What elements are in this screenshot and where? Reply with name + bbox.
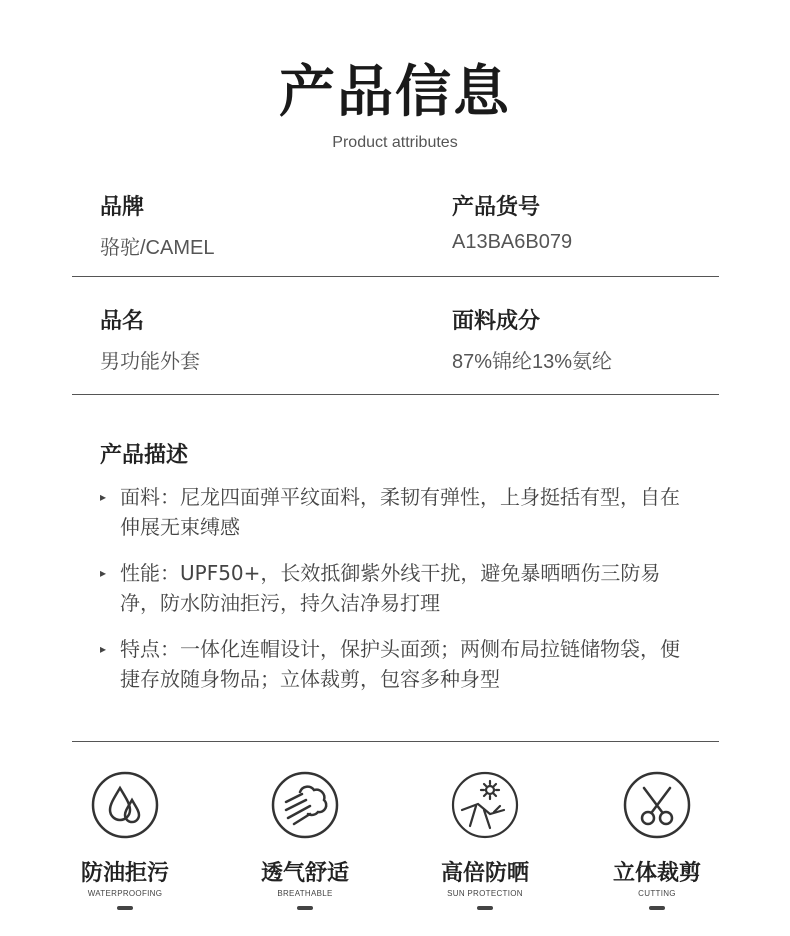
list-item (100, 482, 680, 542)
description-text: 性能：UPF50+，长效抵御紫外线干扰，避免暴晒晒伤三防易净，防水防油拒污，持久洁净易打理 (120, 561, 661, 615)
feature-subtitle: CUTTING (638, 889, 676, 898)
list-item (100, 558, 680, 618)
feature-title: 立体裁剪 (612, 861, 701, 886)
description-list (100, 482, 680, 710)
description-text: 特点：一体化连帽设计，保护头面颈；两侧布局拉链储物袋，便捷存放随身物品；立体裁剪，包容多种身型 (120, 637, 680, 691)
divider (72, 394, 719, 395)
feature-subtitle: SUN PROTECTION (447, 889, 523, 898)
attribute-value: A13BA6B079 (452, 231, 573, 253)
attribute-label: 品牌 (100, 195, 145, 220)
attribute-value: 男功能外套 (100, 351, 200, 373)
sun-shield-icon (450, 770, 520, 840)
attribute-value: 骆驼/CAMEL (100, 237, 215, 259)
feature-sun-protection (395, 770, 575, 910)
bullet-icon: ▸ (100, 490, 107, 504)
bullet-icon: ▸ (100, 642, 107, 656)
feature-breathable (215, 770, 395, 910)
feature-dash (297, 906, 313, 910)
attribute-item-number (452, 190, 572, 254)
divider (72, 276, 719, 277)
page-subtitle: Product attributes (332, 134, 458, 151)
feature-title: 高倍防晒 (440, 861, 529, 886)
airflow-icon (270, 770, 340, 840)
feature-dash (649, 906, 665, 910)
attribute-label: 面料成分 (452, 309, 541, 334)
feature-dash (477, 906, 493, 910)
feature-waterproof (35, 770, 215, 910)
attribute-value: 87%锦纶13%氨纶 (452, 351, 613, 373)
features-row (35, 770, 755, 920)
description-heading: 产品描述 (100, 443, 189, 468)
page-title: 产品信息 (279, 60, 511, 125)
feature-subtitle: WATERPROOFING (87, 889, 163, 898)
attribute-fabric (452, 304, 612, 374)
water-drops-icon (90, 770, 160, 840)
feature-cutting (567, 770, 747, 910)
feature-title: 防油拒污 (80, 861, 169, 886)
feature-subtitle: BREATHABLE (277, 889, 333, 898)
feature-title: 透气舒适 (260, 861, 349, 886)
attribute-brand (100, 190, 214, 260)
bullet-icon: ▸ (100, 566, 107, 580)
feature-dash (117, 906, 133, 910)
divider (72, 741, 719, 742)
list-item (100, 634, 680, 694)
scissors-icon (622, 770, 692, 840)
attribute-product-name (100, 304, 200, 374)
description-text: 面料：尼龙四面弹平纹面料，柔韧有弹性，上身挺括有型，自在伸展无束缚感 (120, 485, 680, 539)
attribute-label: 产品货号 (452, 195, 541, 220)
attribute-label: 品名 (100, 309, 145, 334)
